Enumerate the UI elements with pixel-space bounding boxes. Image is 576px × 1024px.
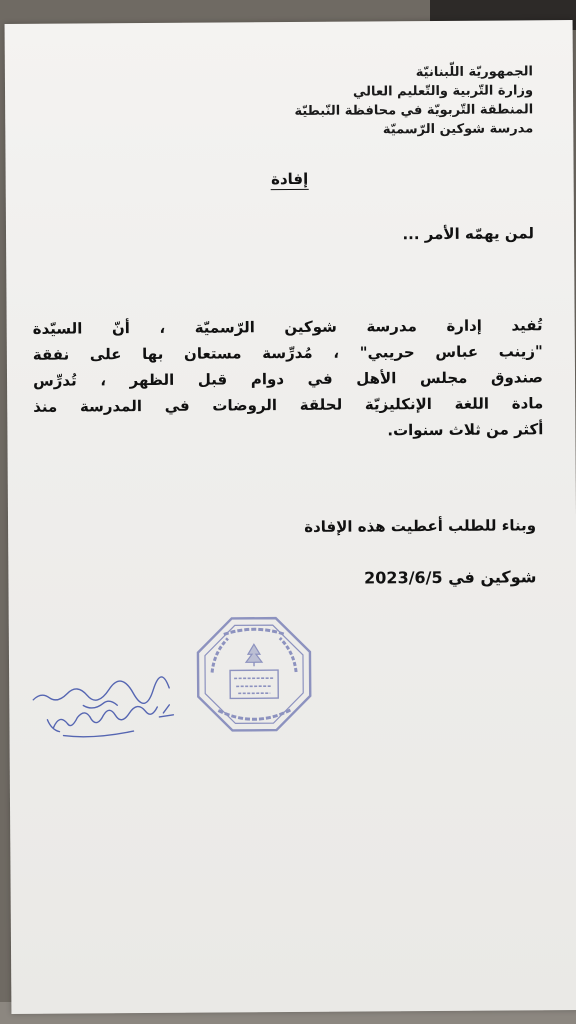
official-school-stamp: [194, 614, 315, 735]
closing-statement: وبناء للطلب أعطيت هذه الإفادة: [304, 516, 537, 536]
body-line-1: تُفيد إدارة مدرسة شوكين الرّسميّة ، أنّ السيّدة: [32, 316, 543, 338]
body-line-4: مادة اللغة الإنكليزيّة لحلقة الروضات في المدرسة منذ: [33, 394, 544, 416]
body-line-3: صندوق مجلس الأهل في دوام قبل الظهر ، تُدرِّس: [32, 368, 544, 390]
body-line-2: "زينب عباس حريبي" ، مُدرِّسة مستعان بها على نفقة: [32, 342, 543, 364]
body-line-5: أكثر من ثلاث سنوات.: [387, 420, 544, 440]
body-paragraph: [33, 312, 544, 446]
document-page: [5, 20, 576, 1014]
place-and-date: شوكين في 2023/6/5: [364, 567, 537, 588]
letterhead: [253, 62, 534, 140]
document-title: [6, 168, 574, 190]
letterhead-republic: الجمهوريّة اللّبنانيّة: [415, 64, 533, 81]
letterhead-ministry: وزارة التّربية والتّعليم العالي: [352, 83, 534, 100]
document-title-text: إفادة: [270, 169, 309, 189]
greeting: لمن يهمّه الأمر ...: [402, 224, 535, 244]
letterhead-region: المنطقة التّربويّة في محافظة النّبطيّة: [294, 102, 534, 119]
letterhead-school: مدرسة شوكين الرّسميّة: [382, 121, 534, 138]
handwritten-signature: [23, 669, 184, 750]
